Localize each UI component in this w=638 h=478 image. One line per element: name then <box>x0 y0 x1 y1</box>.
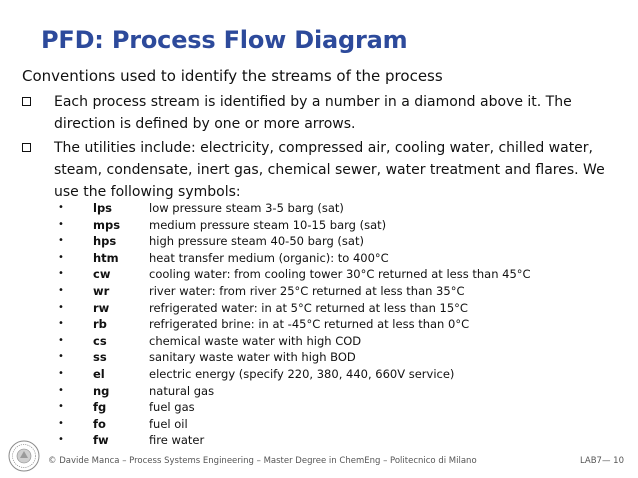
symbol-description: refrigerated brine: in at -45°C returned at less than 0°C <box>149 317 470 332</box>
dot-bullet-icon: • <box>58 417 64 429</box>
symbol-code: cw <box>93 267 111 282</box>
symbol-code: cs <box>93 333 107 348</box>
dot-bullet-icon: • <box>58 218 64 230</box>
symbol-code: fw <box>93 433 109 448</box>
symbol-description: high pressure steam 40-50 barg (sat) <box>149 234 364 249</box>
symbol-description: river water: from river 25°C returned at less than 35°C <box>149 283 465 298</box>
dot-bullet-icon: • <box>58 251 64 263</box>
symbol-row <box>58 383 618 400</box>
dot-bullet-icon: • <box>58 367 64 379</box>
symbol-description: medium pressure steam 10-15 barg (sat) <box>149 217 387 232</box>
symbol-code: mps <box>93 217 121 232</box>
dot-bullet-icon: • <box>58 268 64 280</box>
slide-subtitle: Conventions used to identify the streams of the process <box>22 67 443 85</box>
symbol-row <box>58 250 618 267</box>
symbol-description: cooling water: from cooling tower 30°C returned at less than 45°C <box>149 267 531 282</box>
symbol-description: natural gas <box>149 383 215 398</box>
symbol-description: chemical waste water with high COD <box>149 333 362 348</box>
symbol-description: low pressure steam 3-5 barg (sat) <box>149 201 344 215</box>
dot-bullet-icon: • <box>58 334 64 346</box>
symbol-code: hps <box>93 234 117 249</box>
symbol-description: fuel oil <box>149 416 188 431</box>
symbol-row <box>58 349 618 366</box>
bullet-text: Each process stream is identified by a number in a diamond above it. The direction is defined by one or more arrows. <box>54 94 572 132</box>
symbol-code: htm <box>93 250 119 265</box>
square-bullet-icon <box>22 97 31 106</box>
symbol-code: fo <box>93 416 106 431</box>
utility-symbols-list <box>58 200 618 449</box>
symbol-row <box>58 217 618 234</box>
dot-bullet-icon: • <box>58 301 64 313</box>
symbol-code: fg <box>93 400 107 415</box>
symbol-row <box>58 333 618 350</box>
symbol-row <box>58 266 618 283</box>
dot-bullet-icon: • <box>58 284 64 296</box>
dot-bullet-icon: • <box>58 351 64 363</box>
symbol-description: fire water <box>149 433 205 448</box>
symbol-row <box>58 300 618 317</box>
symbol-row <box>58 432 618 449</box>
dot-bullet-icon: • <box>58 235 64 247</box>
symbol-row <box>58 233 618 250</box>
symbol-row <box>58 283 618 300</box>
symbol-row <box>58 316 618 333</box>
symbol-code: ng <box>93 383 110 398</box>
bullet-stream-identification <box>22 91 612 135</box>
symbol-code: wr <box>93 283 110 298</box>
symbol-row <box>58 416 618 433</box>
symbol-description: sanitary waste water with high BOD <box>149 350 356 365</box>
symbol-row <box>58 366 618 383</box>
bullet-text: The utilities include: electricity, compressed air, cooling water, chilled water, steam, condensate, inert gas, chemical sewer, water treatment and flares. We use the following symbols: <box>54 140 605 200</box>
dot-bullet-icon: • <box>58 401 64 413</box>
symbol-code: rb <box>93 317 107 332</box>
dot-bullet-icon: • <box>58 384 64 396</box>
bullet-utilities <box>22 137 612 203</box>
university-seal-icon <box>8 440 40 472</box>
symbol-description: refrigerated water: in at 5°C returned at less than 15°C <box>149 300 468 315</box>
dot-bullet-icon: • <box>58 318 64 330</box>
symbol-row <box>58 399 618 416</box>
symbol-row <box>58 200 618 217</box>
dot-bullet-icon: • <box>58 434 64 446</box>
symbol-description: electric energy (specify 220, 380, 440, 660V service) <box>149 366 455 381</box>
symbol-description: fuel gas <box>149 400 195 415</box>
symbol-code: ss <box>93 350 107 365</box>
footer-copyright: © Davide Manca – Process Systems Engineering – Master Degree in ChemEng – Politecnico di Milano <box>48 456 477 466</box>
square-bullet-icon <box>22 143 31 152</box>
symbol-code: rw <box>93 300 110 315</box>
symbol-description: heat transfer medium (organic): to 400°C <box>149 250 389 265</box>
dot-bullet-icon: • <box>58 202 64 213</box>
footer-page-number: LAB7— 10 <box>579 456 624 466</box>
slide-title: PFD: Process Flow Diagram <box>41 26 408 54</box>
symbol-code: lps <box>93 201 113 215</box>
symbol-code: el <box>93 366 105 381</box>
